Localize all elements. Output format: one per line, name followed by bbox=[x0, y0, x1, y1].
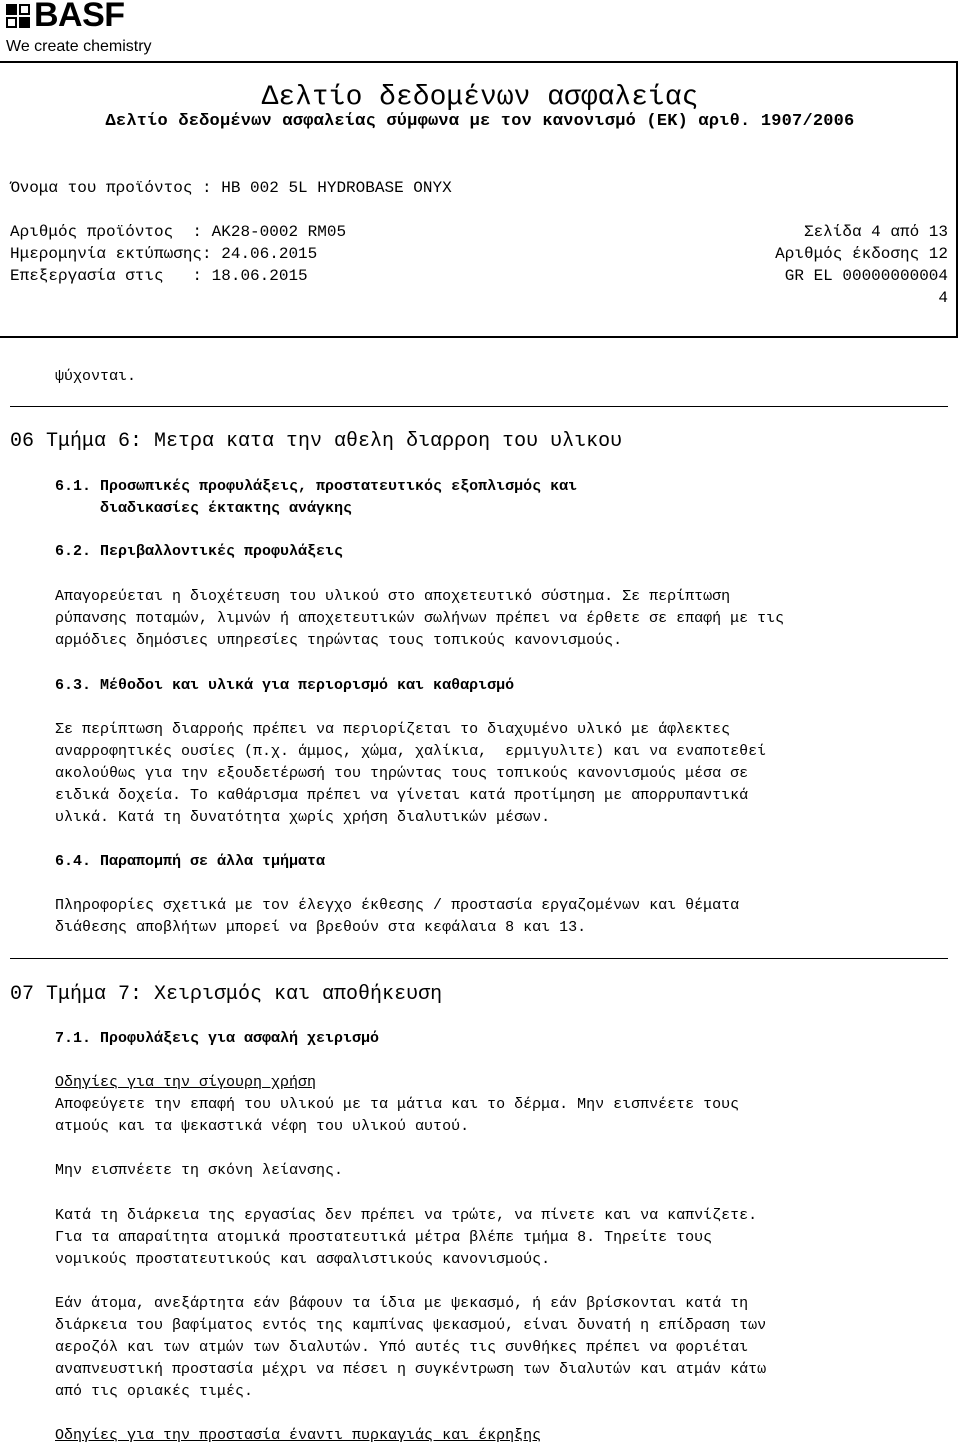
paragraph-line: Εάν άτομα, ανεξάρτητα εάν βάφουν τα ίδια με ψεκασμό, ή εάν βρίσκονται κατά τη bbox=[55, 1295, 749, 1312]
print-date: Ημερομηνία εκτύπωσης: 24.06.2015 bbox=[10, 245, 318, 263]
paragraph-line: ατμούς και τα ψεκαστικά νέφη του υλικού αυτού. bbox=[55, 1118, 470, 1135]
brand-name: BASF bbox=[34, 0, 125, 34]
version-number: Αριθμός έκδοσης 12 bbox=[775, 245, 948, 263]
paragraph-line: διάρκεια του βαφίματος εντός της καμπίνας ψεκασμού, είναι δυνατή η επίδραση των bbox=[55, 1317, 767, 1334]
section-7-heading: 07 Τμήμα 7: Χειρισμός και αποθήκευση bbox=[10, 983, 443, 1006]
paragraph-line: Για τα απαραίτητα ατομικά προστατευτικά μέτρα βλέπε τμήμα 8. Τηρείτε τους bbox=[55, 1229, 713, 1246]
paragraph-line: αναρροφητικές ουσίες (π.χ. άμμος, χώμα, χαλίκια, ερμιγυλιτε) και να εναποτεθεί bbox=[55, 743, 767, 760]
paragraph-line: αναπνευστική προστασία μέχρι να πέσει η συγκέντρωση των διαλυτών και ατμάν κάτω bbox=[55, 1361, 767, 1378]
paragraph-line: διάθεσης αποβλήτων μπορεί να βρεθούν στα κεφάλαια 8 και 13. bbox=[55, 919, 587, 936]
page-number: Σελίδα 4 από 13 bbox=[803, 223, 948, 241]
subsection-6-2-heading: 6.2. Περιβαλλοντικές προφυλάξεις bbox=[55, 543, 344, 560]
processed-date: Επεξεργασία στις : 18.06.2015 bbox=[10, 267, 308, 285]
section-divider bbox=[10, 958, 948, 959]
section-divider bbox=[10, 406, 948, 407]
fire-protection-heading: Οδηγίες για την προστασία έναντι πυρκαγιάς και έκρηξης bbox=[55, 1427, 542, 1444]
subsection-6-3-heading: 6.3. Μέθοδοι και υλικά για περιορισμό και καθαρισμό bbox=[55, 677, 515, 694]
safe-use-heading: Οδηγίες για την σίγουρη χρήση bbox=[55, 1074, 317, 1091]
paragraph-line: Κατά τη διάρκεια της εργασίας δεν πρέπει να τρώτε, να πίνετε και να καπνίζετε. bbox=[55, 1207, 758, 1224]
document-code-continued: 4 bbox=[938, 289, 948, 307]
document-title: Δελτίο δεδομένων ασφαλείας bbox=[261, 82, 699, 113]
document-subtitle: Δελτίο δεδομένων ασφαλείας σύμφωνα με τον κανονισμό (ΕΚ) αριθ. 1907/2006 bbox=[105, 112, 855, 131]
product-number: Αριθμός προϊόντος : AK28-0002 RM05 bbox=[10, 223, 347, 241]
paragraph-line: Αποφεύγετε την επαφή του υλικού με τα μάτια και το δέρμα. Μην εισπνέετε τους bbox=[55, 1096, 740, 1113]
paragraph-line: Μην εισπνέετε τη σκόνη λείανσης. bbox=[55, 1162, 344, 1179]
paragraph-line: αρμόδιες δημόσιες υπηρεσίες τηρώντας τους τοπικούς κανονισμούς. bbox=[55, 632, 623, 649]
subsection-7-1-heading: 7.1. Προφυλάξεις για ασφαλή χειρισμό bbox=[55, 1030, 380, 1047]
subsection-6-1-heading: 6.1. Προσωπικές προφυλάξεις, προστατευτικός εξοπλισμός και bbox=[55, 478, 578, 495]
document-code: GR EL 00000000004 bbox=[784, 267, 948, 285]
paragraph-line: ειδικά δοχεία. Το καθάρισμα πρέπει να γίνεται κατά προτίμηση με απορρυπαντικά bbox=[55, 787, 749, 804]
carryover-text: ψύχονται. bbox=[55, 368, 137, 385]
paragraph-line: υλικά. Κατά τη δυνατότητα χωρίς χρήση διαλυτικών μέσων. bbox=[55, 809, 551, 826]
subsection-6-4-heading: 6.4. Παραπομπή σε άλλα τμήματα bbox=[55, 853, 326, 870]
section-6-heading: 06 Τμήμα 6: Μετρα κατα την αθελη διαρροη του υλικου bbox=[10, 430, 623, 453]
paragraph-line: Σε περίπτωση διαρροής πρέπει να περιορίζεται το διαχυμένο υλικό με άφλεκτες bbox=[55, 721, 731, 738]
paragraph-line: Πληροφορίες σχετικά με τον έλεγχο έκθεσης / προστασία εργαζομένων και θέματα bbox=[55, 897, 740, 914]
paragraph-line: ακολούθως για την εξουδετέρωσή του τηρώντας τους τοπικούς κανονισμούς μέσα σε bbox=[55, 765, 749, 782]
paragraph-line: Απαγορεύεται η διοχέτευση του υλικού στο αποχετευτικό σύστημα. Σε περίπτωση bbox=[55, 588, 731, 605]
paragraph-line: από τις οριακές τιμές. bbox=[55, 1383, 254, 1400]
paragraph-line: ρύπανσης ποταμών, λιμνών ή αποχετευτικών σωλήνων πρέπει να έρθετε σε επαφή με τις bbox=[55, 610, 785, 627]
product-name: Όνομα του προϊόντος : HB 002 5L HYDROBASE ONYX bbox=[10, 179, 452, 197]
basf-logo bbox=[6, 2, 166, 58]
paragraph-line: νομικούς προστατευτικούς και ασφαλιστικούς κανονισμούς. bbox=[55, 1251, 551, 1268]
subsection-6-1-heading-cont: διαδικασίες έκτακτης ανάγκης bbox=[55, 500, 353, 517]
brand-tagline: We create chemistry bbox=[6, 38, 152, 55]
paragraph-line: αεροζόλ και των ατμών των διαλυτών. Υπό αυτές τις συνθήκες πρέπει να φοριέται bbox=[55, 1339, 749, 1356]
